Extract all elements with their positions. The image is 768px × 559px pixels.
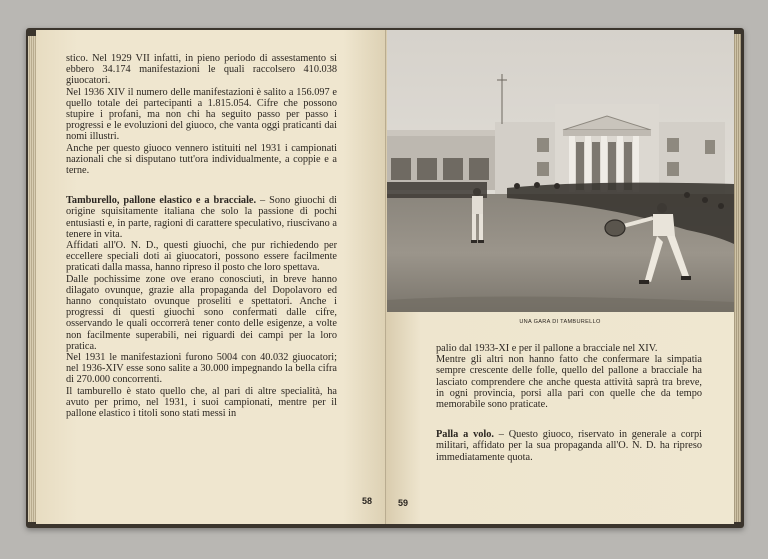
paragraph: palio dal 1933-XI e per il pallone a bracciale nel XIV.	[436, 343, 658, 354]
section-paragraph	[66, 195, 337, 240]
paragraph: stico. Nel 1929 VII infatti, in pieno periodo di assestamento si ebbero 34.174 manifestazioni le quali raccolsero 410.038 giuocatori.	[66, 53, 337, 87]
page-number: 58	[362, 496, 373, 506]
paragraph: Nel 1936 XIV il numero delle manifestazioni è salito a 156.097 e quello totale dei partecipanti a 1.815.054. Cifre che possono stupire i profani, ma non chi ha seguito passo per passo i progressi e le evoluzioni del giuoco, che vanta oggi praticanti dai nomi illustri.	[66, 86, 337, 143]
paragraph: Nel 1931 le manifestazioni furono 5004 con 40.032 giuocatori; nel 1936-XIV esse sono salite a 30.000 impegnando la bella cifra di 270.000 concorrenti.	[66, 352, 337, 386]
section-intro: – Questo giuoco, riservato in generale a corpi militari, affidato per la sua propaganda all'O. N. D. ha ripreso immediatamente quota.	[436, 429, 702, 463]
section-heading: Tamburello, pallone elastico e a bracciale.	[66, 195, 257, 207]
paragraph: Anche per questo giuoco vennero istituiti nel 1931 i campionati nazionali che si disputano tutt'ora individualmente, a coppie e a terne.	[66, 142, 337, 177]
left-page-text	[66, 53, 337, 419]
paragraph: Mentre gli altri non hanno fatto che confermare la simpatia sempre crescente delle folle, quello del pallone a bracciale ha lasciato comprendere che anche questa attività saprà tra breve, in ogni provincia, porsi alla pari con quelle che da tempo memorabile sono praticate.	[436, 354, 702, 411]
page-edges-right	[733, 34, 741, 522]
photo-caption: UNA GARA DI TAMBURELLO	[519, 319, 601, 325]
section-intro: – Sono giuochi di origine squisitamente italiana che solo la passione di pochi entusiasti e, in parte, ragioni di carattere speculativo, riuscivano a tenere in vita.	[66, 195, 338, 240]
page-number: 59	[398, 498, 409, 508]
right-page-text	[436, 343, 702, 463]
paragraph: Affidati all'O. N. D., questi giuochi, che pur richiedendo per eccellere speciali doti ai giuocatori, possono essere facilmente praticati dalla massa, hanno ripreso il posto che loro spettava.	[66, 240, 337, 274]
right-page	[386, 30, 734, 524]
paragraph: Il tamburello è stato quello che, al pari di altre specialità, ha avuto per primo, nel 1931, i suoi campionati, mentre per il pallone elastico i titoli sono stati messi in	[66, 385, 337, 420]
left-page	[36, 30, 386, 524]
paragraph: Dalle pochissime zone ove erano conosciuti, in breve hanno dilagato ovunque, grazie alla propaganda del Dopolavoro ed hanno conquistato ovunque proseliti e spettatori. Anche i progressi di questi giuochi sono confermati dalle cifre, osservando le quali occorrerà tener conto delle esigenze, a volte non facilmente superabili, nei riguardi dei campi per la loro pratica.	[66, 273, 337, 352]
section-heading: Palla a volo.	[436, 429, 494, 441]
tamburello-photo	[387, 30, 734, 312]
section-paragraph	[436, 429, 702, 463]
